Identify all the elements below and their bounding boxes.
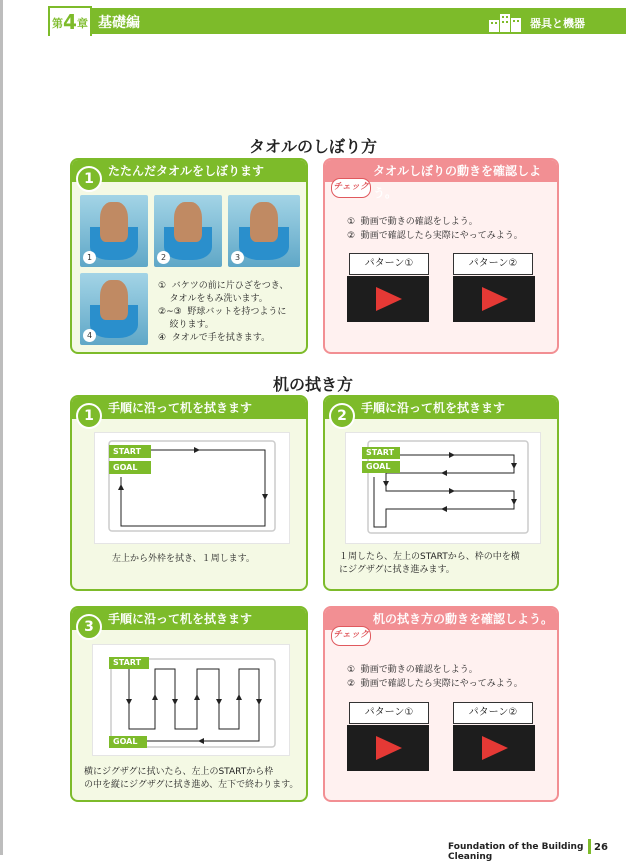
footer-text: Foundation of the Building Cleaning [448, 842, 584, 862]
check-step-2: ② 動画で確認したら実際にやってみよう。 [347, 231, 523, 241]
step-caption: 左上から外枠を拭き、１周します。 [112, 554, 255, 564]
section-title-towel: タオルのしぼり方 [248, 137, 377, 156]
chapter-prefix: 第 [52, 17, 64, 30]
check-badge: チェック [331, 626, 371, 646]
step-number-badge: 1 [76, 166, 102, 192]
chapter-number: 4 [63, 10, 77, 34]
panel-desk-step-1 [70, 395, 308, 591]
goal-label: GOAL [362, 461, 400, 473]
photo-step-3: 3 [228, 195, 300, 267]
step-number-badge: 3 [76, 614, 102, 640]
footer-divider [588, 839, 591, 854]
section-title-desk: 机の拭き方 [272, 375, 353, 394]
check-step-1: ① 動画で動きの確認をしよう。 [347, 665, 478, 675]
play-icon[interactable] [376, 287, 402, 311]
page-number: 26 [594, 842, 608, 853]
video-player-pattern-1[interactable] [347, 725, 429, 771]
panel-towel-check [323, 158, 559, 354]
step-number-badge: 1 [76, 403, 102, 429]
video-player-pattern-1[interactable] [347, 276, 429, 322]
panel-desk-step-3 [70, 606, 308, 802]
panel-towel-steps [70, 158, 308, 354]
photo-step-2: 2 [154, 195, 222, 267]
panel-desk-check [323, 606, 559, 802]
photo-step-4: 4 [80, 273, 148, 345]
video-player-pattern-2[interactable] [453, 725, 535, 771]
step-caption: １周したら、左上のSTARTから、枠の中を横 にジグザグに拭き進みます。 [339, 552, 520, 575]
step-caption: 横にジグザグに拭いたら、左上のSTARTから枠 の中を縦にジグザグに拭き進め、左下で終わります。 [84, 767, 299, 790]
chapter-subtitle: 器具と機器 [530, 17, 585, 30]
panel-header: 手順に沿って机を拭きます [325, 397, 557, 419]
panel-header: 手順に沿って机を拭きます [72, 608, 306, 630]
step-number-badge: 2 [329, 403, 355, 429]
photo-step-1: 1 [80, 195, 148, 267]
check-step-2: ② 動画で確認したら実際にやってみよう。 [347, 679, 523, 689]
diagram-board [345, 432, 541, 544]
play-icon[interactable] [482, 736, 508, 760]
page-edge-shadow [0, 0, 3, 855]
chapter-title: 基礎編 [98, 15, 140, 31]
diagram-board [92, 644, 290, 756]
panel-header: 手順に沿って机を拭きます [72, 397, 306, 419]
pattern-1-label: パターン① [349, 253, 429, 275]
chapter-suffix: 章 [76, 17, 88, 30]
goal-label: GOAL [109, 736, 147, 748]
panel-header: 机の拭き方の動きを確認しよう。 [325, 608, 557, 630]
diagram-board [94, 432, 290, 544]
start-label: START [362, 447, 400, 459]
video-player-pattern-2[interactable] [453, 276, 535, 322]
chapter-badge [48, 6, 92, 36]
panel-header: タオルしぼりの動きを確認しよう。 [325, 160, 557, 182]
check-badge: チェック [331, 178, 371, 198]
goal-label: GOAL [109, 461, 151, 474]
pattern-2-label: パターン② [453, 702, 533, 724]
pattern-1-label: パターン① [349, 702, 429, 724]
check-step-1: ① 動画で動きの確認をしよう。 [347, 217, 478, 227]
play-icon[interactable] [482, 287, 508, 311]
towel-instructions: ① バケツの前に片ひざをつき、 タオルをもみ洗います。 ②~③ 野球バットを持つように 絞ります。 ④ タオルで手を拭きます。 [158, 281, 289, 343]
start-label: START [109, 657, 149, 669]
panel-header: たたんだタオルをしぼります [72, 160, 306, 182]
buildings-icon [487, 10, 523, 32]
start-label: START [109, 445, 151, 458]
pattern-2-label: パターン② [453, 253, 533, 275]
play-icon[interactable] [376, 736, 402, 760]
panel-desk-step-2 [323, 395, 559, 591]
